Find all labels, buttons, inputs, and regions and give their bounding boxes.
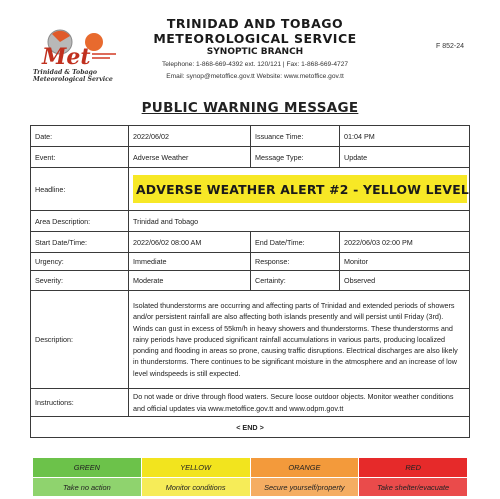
met-service-logo	[30, 20, 122, 84]
page-title-text: PUBLIC WARNING MESSAGE	[141, 100, 359, 116]
severity-label: Severity:	[31, 271, 129, 291]
urgency-label: Urgency:	[31, 253, 129, 271]
issuance-time-value: 01:04 PM	[340, 126, 470, 147]
start-datetime-label: Start Date/Time:	[31, 232, 129, 253]
end-datetime-value: 2022/06/03 02:00 PM	[340, 232, 470, 253]
legend-level-actions	[33, 478, 468, 497]
legend-red-name: RED	[359, 458, 468, 478]
organization-header	[130, 16, 380, 83]
date-label: Date:	[31, 126, 129, 147]
message-type-label: Message Type:	[251, 147, 340, 168]
table-row	[31, 168, 470, 211]
severity-value: Moderate	[129, 271, 251, 291]
alert-level-legend	[32, 457, 468, 497]
legend-level-names	[33, 458, 468, 478]
table-row	[31, 147, 470, 168]
table-row	[31, 126, 470, 147]
response-value: Monitor	[340, 253, 470, 271]
urgency-value: Immediate	[129, 253, 251, 271]
branch-name: SYNOPTIC BRANCH	[206, 47, 304, 57]
response-label: Response:	[251, 253, 340, 271]
headline-highlight	[133, 175, 467, 203]
org-name-line2: METEOROLOGICAL SERVICE	[153, 31, 357, 46]
legend-green-action: Take no action	[33, 478, 142, 497]
table-row	[31, 389, 470, 417]
end-datetime-label: End Date/Time:	[251, 232, 340, 253]
certainty-label: Certainty:	[251, 271, 340, 291]
table-row	[31, 271, 470, 291]
description-label: Description:	[31, 291, 129, 389]
instructions-label: Instructions:	[31, 389, 129, 417]
logo-subtitle-line2: Meteorological Service	[33, 76, 113, 83]
telephone-line: Telephone: 1-868-669-4392 ext. 120/121 | Fax: 1-868-669-4727	[161, 61, 349, 68]
legend-orange-action: Secure yourself/property	[250, 478, 359, 497]
description-value: Isolated thunderstorms are occurring and affecting parts of Trinidad and extended periods of showers and/or persistent rainfall are also affecting both islands presently and will persist until Friday (3rd). Winds can gust in excess of 55km/h in heavy showers and thunderstorms. These thunderstorms and rainy periods have produced significant rainfall accumulations in various parts, producing localized ponding and flooding in areas so prone, causing traffic disruptions. Electrical discharges are also likely in thunderstorms. There continues to be significant moisture in the atmosphere and an increase of low level windspeeds is still expected.	[129, 291, 470, 389]
issuance-time-label: Issuance Time:	[251, 126, 340, 147]
event-value: Adverse Weather	[129, 147, 251, 168]
headline-label: Headline:	[31, 168, 129, 211]
warning-message-table	[30, 125, 470, 438]
table-row	[31, 232, 470, 253]
table-row	[31, 417, 470, 438]
table-row	[31, 211, 470, 232]
legend-red-action: Take shelter/evacuate	[359, 478, 468, 497]
instructions-value: Do not wade or drive through flood waters. Secure loose outdoor objects. Monitor weather conditions and official updates via www.metoffice.gov.tt and www.odpm.gov.tt	[129, 389, 470, 417]
area-description-label: Area Description:	[31, 211, 129, 232]
legend-yellow-name: YELLOW	[141, 458, 250, 478]
legend-orange-name: ORANGE	[250, 458, 359, 478]
certainty-value: Observed	[340, 271, 470, 291]
email-website-line: Email: synop@metoffice.gov.tt Website: www.metoffice.gov.tt	[166, 73, 344, 80]
event-label: Event:	[31, 147, 129, 168]
headline-value: ADVERSE WEATHER ALERT #2 - YELLOW LEVEL	[136, 181, 469, 197]
org-name-line1: TRINIDAD AND TOBAGO	[166, 16, 344, 31]
legend-green-name: GREEN	[33, 458, 142, 478]
message-type-value: Update	[340, 147, 470, 168]
form-number: F 852-24	[436, 43, 465, 50]
logo-subtitle-line1: Trinidad & Tobago	[33, 69, 97, 76]
area-description-value: Trinidad and Tobago	[129, 211, 470, 232]
page-title	[0, 99, 500, 117]
end-marker: < END >	[31, 417, 470, 438]
table-row	[31, 253, 470, 271]
start-datetime-value: 2022/06/02 08:00 AM	[129, 232, 251, 253]
table-row	[31, 291, 470, 389]
headline-cell	[129, 168, 470, 211]
logo-text: Met	[42, 44, 91, 70]
date-value: 2022/06/02	[129, 126, 251, 147]
legend-yellow-action: Monitor conditions	[141, 478, 250, 497]
